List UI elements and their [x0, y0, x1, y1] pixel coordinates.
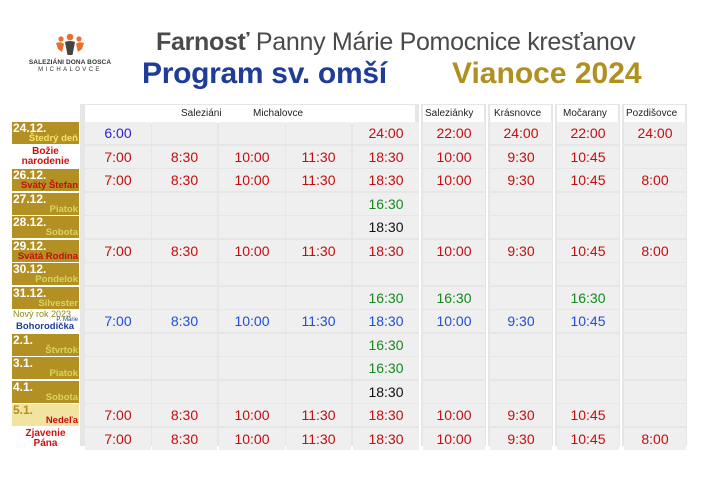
- time-cell: [423, 381, 485, 403]
- time-cell: [557, 216, 619, 238]
- feast-name-line1: Zjavenie: [25, 427, 66, 439]
- time-cell: 10:00: [423, 146, 485, 168]
- day-label: Sobota: [45, 391, 78, 403]
- table-row: [12, 357, 696, 379]
- date-label: 24.12.: [13, 122, 47, 135]
- time-cell: [85, 216, 151, 238]
- time-cell: 18:30: [353, 240, 419, 262]
- time-cell: [219, 287, 285, 309]
- time-cell: 18:30: [353, 310, 419, 332]
- time-cell: [557, 263, 619, 285]
- date-cell: [12, 334, 79, 356]
- time-cell: [353, 263, 419, 285]
- time-cell: [286, 334, 351, 356]
- time-cell: 10:00: [219, 404, 285, 426]
- time-cell: 9:30: [490, 240, 552, 262]
- day-label: Pondelok: [35, 274, 78, 285]
- date-cell: [12, 381, 79, 403]
- feast-name-line2: narodenie: [21, 155, 70, 167]
- date-cell: [12, 216, 79, 238]
- time-cell: 8:30: [152, 146, 217, 168]
- time-cell: [85, 287, 151, 309]
- time-cell: [490, 216, 552, 238]
- feast-name-line1: Nový rok 2023: [13, 310, 72, 319]
- parish-title-rest: Panny Márie Pomocnice kresťanov: [255, 28, 636, 56]
- time-cell: 10:45: [557, 240, 619, 262]
- table-row: [12, 169, 696, 191]
- time-cell: [152, 216, 217, 238]
- time-cell: [219, 334, 285, 356]
- time-cell: 24:00: [624, 122, 686, 144]
- date-label: 30.12.: [13, 263, 47, 276]
- time-cell: 10:00: [423, 310, 485, 332]
- time-cell: 10:45: [557, 169, 619, 191]
- time-cell: 10:45: [557, 310, 619, 332]
- header-michalovce-label: Michalovce: [253, 108, 304, 119]
- time-cell: [152, 287, 217, 309]
- date-label: 28.12.: [13, 216, 47, 229]
- date-cell: [12, 263, 79, 285]
- time-cell: [423, 357, 485, 379]
- table-row: [12, 428, 696, 450]
- time-cell: 8:30: [152, 310, 217, 332]
- time-cell: 8:30: [152, 428, 217, 450]
- time-cell: 18:30: [353, 381, 419, 403]
- table-row: [12, 287, 696, 309]
- time-cell: 7:00: [85, 146, 151, 168]
- day-label: Piatok: [49, 368, 78, 379]
- time-cell: [624, 263, 686, 285]
- day-label: Nedeľa: [45, 415, 78, 426]
- time-cell: [624, 287, 686, 309]
- date-label: 5.1.: [13, 404, 34, 417]
- logo-text: SALEZIÁNI DONA BOSCA: [28, 59, 112, 66]
- time-cell: 10:00: [219, 146, 285, 168]
- time-cell: 16:30: [353, 357, 419, 379]
- time-cell: 11:30: [286, 240, 351, 262]
- time-cell: 11:30: [286, 428, 351, 450]
- time-cell: 7:00: [85, 169, 151, 191]
- date-label: 26.12.: [13, 169, 47, 182]
- date-label: 3.1.: [13, 357, 34, 370]
- feast-name-line2: Pána: [33, 437, 58, 449]
- day-label: Štedrý deň: [28, 133, 78, 144]
- time-cell: [219, 122, 285, 144]
- time-cell: 8:30: [152, 404, 217, 426]
- date-cell: [12, 357, 79, 379]
- feast-name-line2: P. Márie: [56, 317, 78, 323]
- time-cell: 10:00: [423, 169, 485, 191]
- time-cell: [423, 216, 485, 238]
- feast-name-line3: Bohorodička: [16, 321, 75, 332]
- time-cell: [557, 381, 619, 403]
- time-cell: [624, 216, 686, 238]
- time-cell: 10:45: [557, 404, 619, 426]
- time-cell: 16:30: [353, 193, 419, 215]
- time-cell: [286, 381, 351, 403]
- date-label: 27.12.: [13, 192, 47, 206]
- time-cell: 18:30: [353, 428, 419, 450]
- time-cell: 9:30: [490, 404, 552, 426]
- time-cell: [490, 334, 552, 356]
- header-saleziani-label: Saleziáni: [181, 108, 222, 119]
- date-label: 29.12.: [13, 239, 47, 253]
- table-row: [12, 193, 696, 215]
- header-salezianky: [423, 105, 484, 123]
- time-cell: 9:30: [490, 428, 552, 450]
- time-cell: 18:30: [353, 216, 419, 238]
- table-row: [12, 263, 696, 285]
- time-cell: 10:00: [219, 169, 285, 191]
- time-cell: [490, 357, 552, 379]
- time-cell: [624, 193, 686, 215]
- time-cell: 10:00: [423, 428, 485, 450]
- time-cell: [490, 381, 552, 403]
- time-cell: 11:30: [286, 169, 351, 191]
- table-row: [12, 122, 696, 144]
- people-logo-icon: [53, 33, 87, 57]
- header-mocarany: [557, 105, 618, 123]
- date-cell: [12, 240, 79, 262]
- day-label: Piatok: [49, 203, 78, 215]
- table-row: [12, 381, 696, 403]
- header-salezianky-label: Saleziánky: [425, 108, 474, 119]
- time-cell: 22:00: [557, 122, 619, 144]
- time-cell: [423, 193, 485, 215]
- day-label: Svätý Štefan: [20, 180, 78, 191]
- time-cell: 7:00: [85, 404, 151, 426]
- time-cell: 16:30: [423, 287, 485, 309]
- time-cell: [624, 334, 686, 356]
- time-cell: [423, 334, 485, 356]
- date-label: 31.12.: [13, 286, 47, 300]
- table-row: [12, 334, 696, 356]
- time-cell: 11:30: [286, 310, 351, 332]
- time-cell: [152, 334, 217, 356]
- time-cell: [624, 381, 686, 403]
- date-cell: [12, 310, 79, 332]
- time-cell: 22:00: [423, 122, 485, 144]
- time-cell: [624, 146, 686, 168]
- time-cell: 18:30: [353, 146, 419, 168]
- time-cell: 9:30: [490, 169, 552, 191]
- date-cell: [12, 287, 79, 309]
- time-cell: [624, 404, 686, 426]
- date-cell: [12, 169, 79, 191]
- date-cell: [12, 122, 79, 144]
- time-cell: 8:30: [152, 169, 217, 191]
- time-cell: [557, 334, 619, 356]
- time-cell: 6:00: [85, 122, 151, 144]
- day-label: Svätá Rodina: [17, 250, 78, 262]
- header-saleziani: [85, 105, 415, 123]
- time-cell: 7:00: [85, 428, 151, 450]
- time-cell: [286, 357, 351, 379]
- header-pozdisovce: [624, 105, 685, 123]
- date-cell: [12, 428, 79, 450]
- time-cell: [286, 263, 351, 285]
- table-row: [12, 216, 696, 238]
- time-cell: [85, 263, 151, 285]
- time-cell: [152, 122, 217, 144]
- parish-title-bold: Farnosť: [156, 28, 250, 56]
- header-pozdisovce-label: Pozdišovce: [626, 108, 678, 119]
- header-mocarany-label: Močarany: [563, 108, 607, 119]
- time-cell: [286, 122, 351, 144]
- time-cell: 9:30: [490, 310, 552, 332]
- time-cell: [152, 357, 217, 379]
- time-cell: [219, 357, 285, 379]
- date-cell: [12, 404, 79, 426]
- time-cell: [490, 287, 552, 309]
- time-cell: 10:00: [423, 240, 485, 262]
- time-cell: 10:45: [557, 146, 619, 168]
- time-cell: [152, 193, 217, 215]
- time-cell: [219, 216, 285, 238]
- time-cell: 18:30: [353, 169, 419, 191]
- header-krasnovce: [490, 105, 551, 123]
- time-cell: 11:30: [286, 146, 351, 168]
- time-cell: [490, 263, 552, 285]
- date-label: 4.1.: [13, 380, 34, 394]
- time-cell: 10:00: [219, 240, 285, 262]
- table-row: [12, 404, 696, 426]
- time-cell: 7:00: [85, 310, 151, 332]
- time-cell: 10:00: [219, 310, 285, 332]
- time-cell: 8:30: [152, 240, 217, 262]
- time-cell: [286, 216, 351, 238]
- time-cell: 11:30: [286, 404, 351, 426]
- time-cell: 10:00: [219, 428, 285, 450]
- table-row: [12, 146, 696, 168]
- time-cell: 8:00: [624, 240, 686, 262]
- season-title: Vianoce 2024: [452, 57, 642, 90]
- time-cell: [219, 381, 285, 403]
- time-cell: [624, 310, 686, 332]
- time-cell: [490, 193, 552, 215]
- day-label: Silvester: [38, 297, 78, 309]
- table-row: [12, 310, 696, 332]
- time-cell: 8:00: [624, 428, 686, 450]
- time-cell: 16:30: [353, 287, 419, 309]
- feast-name-line1: Božie: [32, 145, 59, 157]
- time-cell: [286, 287, 351, 309]
- logo-subtext: MICHALOVCE: [38, 67, 102, 73]
- day-label: Štvrtok: [45, 344, 78, 356]
- date-label: 2.1.: [13, 333, 34, 347]
- date-cell: [12, 193, 79, 215]
- time-cell: [624, 357, 686, 379]
- time-cell: [219, 263, 285, 285]
- day-label: Sobota: [45, 227, 78, 238]
- parish-title: [156, 28, 635, 57]
- time-cell: 7:00: [85, 240, 151, 262]
- time-cell: [85, 334, 151, 356]
- time-cell: 10:45: [557, 428, 619, 450]
- time-cell: 9:30: [490, 146, 552, 168]
- time-cell: 8:00: [624, 169, 686, 191]
- time-cell: [152, 381, 217, 403]
- program-title: Program sv. omší: [142, 57, 387, 90]
- time-cell: 10:00: [423, 404, 485, 426]
- time-cell: [85, 193, 151, 215]
- time-cell: 16:30: [557, 287, 619, 309]
- time-cell: [557, 357, 619, 379]
- time-cell: [557, 193, 619, 215]
- time-cell: [85, 381, 151, 403]
- time-cell: 24:00: [490, 122, 552, 144]
- time-cell: 24:00: [353, 122, 419, 144]
- time-cell: [286, 193, 351, 215]
- logo: [20, 33, 120, 85]
- time-cell: [85, 357, 151, 379]
- table-row: [12, 240, 696, 262]
- date-cell: [12, 146, 79, 168]
- time-cell: 16:30: [353, 334, 419, 356]
- time-cell: [219, 193, 285, 215]
- time-cell: 18:30: [353, 404, 419, 426]
- time-cell: [423, 263, 485, 285]
- header-krasnovce-label: Krásnovce: [494, 108, 542, 119]
- time-cell: [152, 263, 217, 285]
